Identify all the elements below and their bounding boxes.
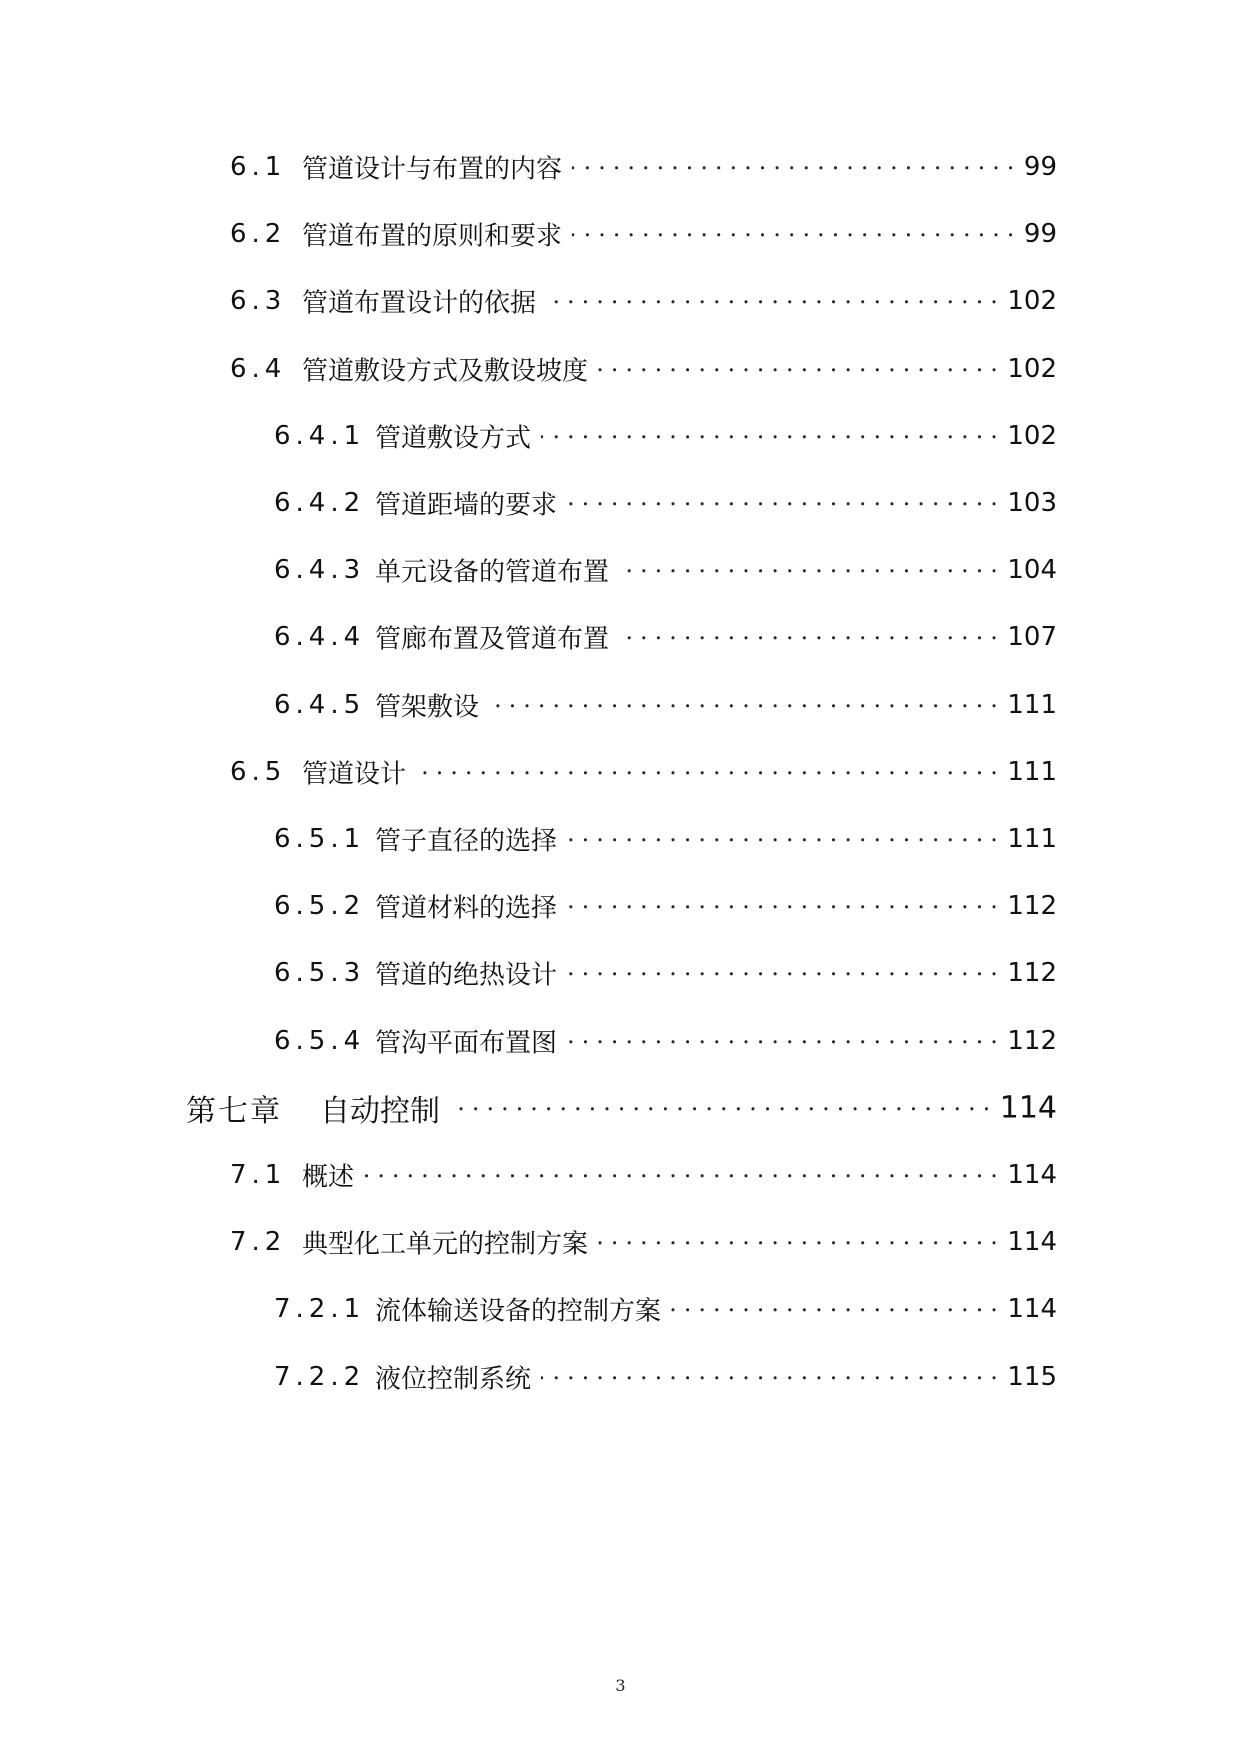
toc-entry[interactable] — [0, 548, 1241, 592]
toc-entry-title: 自动控制 — [320, 1086, 444, 1130]
toc-entry[interactable] — [0, 817, 1241, 861]
toc-entry-page: 102 — [1007, 353, 1057, 384]
toc-entry-page: 114 — [1007, 1160, 1057, 1190]
dot-leader — [567, 905, 1001, 909]
toc-entry-page: 99 — [1023, 219, 1057, 250]
toc-entry-page: 114 — [1007, 1294, 1057, 1325]
toc-entry-page: 102 — [1007, 286, 1057, 317]
toc-entry-title: 单元设备的管道布置 — [375, 552, 613, 589]
toc-entry-page: 99 — [1023, 152, 1057, 182]
toc-entry-title: 管道布置的原则和要求 — [302, 216, 566, 253]
toc-entry-title: 管道敷设方式及敷设坡度 — [302, 350, 592, 387]
toc-entry-number: 6.4.3 — [274, 555, 366, 586]
dot-leader — [572, 233, 1018, 237]
dot-leader — [567, 972, 1001, 976]
toc-entry[interactable] — [0, 1153, 1241, 1197]
toc-entry-title: 典型化工单元的控制方案 — [302, 1224, 592, 1261]
toc-entry-title: 管道布置设计的依据 — [302, 283, 540, 320]
toc-entry-number: 6.2 — [230, 219, 287, 250]
dot-leader — [567, 1039, 1001, 1043]
toc-entry[interactable] — [0, 951, 1241, 995]
toc-entry-number: 6.5.4 — [274, 1025, 366, 1056]
toc-entry-page: 112 — [1007, 891, 1057, 922]
dot-leader — [541, 435, 1001, 439]
toc-entry-title: 概述 — [302, 1157, 358, 1194]
dot-leader — [364, 1174, 1001, 1178]
toc-entry[interactable] — [0, 1019, 1241, 1063]
toc-entry-page: 114 — [1007, 1227, 1057, 1258]
toc-entry[interactable] — [0, 884, 1241, 928]
toc-entry-number: 7.2.2 — [274, 1361, 366, 1392]
toc-entry-page: 114 — [999, 1090, 1057, 1126]
toc-entry[interactable] — [0, 414, 1241, 458]
toc-entry-page: 115 — [1007, 1361, 1057, 1392]
toc-entry-page: 111 — [1007, 756, 1057, 787]
toc-entry-number: 6.5.3 — [274, 958, 366, 989]
toc-entry-number: 第七章 — [186, 1093, 282, 1129]
toc-entry-number: 6.4 — [230, 353, 287, 384]
toc-entry-number: 6.5 — [230, 756, 287, 787]
toc-entry-number: 6.4.2 — [274, 488, 366, 518]
toc-entry-page: 112 — [1007, 958, 1057, 989]
dot-leader — [619, 636, 1001, 640]
toc-entry-number: 6.5.1 — [274, 824, 366, 854]
dot-leader — [416, 771, 1001, 775]
toc-entry-number: 6.5.2 — [274, 891, 366, 922]
toc-entry-title: 管沟平面布置图 — [375, 1022, 561, 1059]
dot-leader — [567, 502, 1001, 506]
toc-entry[interactable] — [0, 1220, 1241, 1264]
toc-entry[interactable] — [0, 1355, 1241, 1399]
dot-leader — [450, 1107, 994, 1111]
toc-entry-page: 102 — [1007, 420, 1057, 451]
toc-entry-page: 104 — [1007, 555, 1057, 586]
toc-entry-number: 6.3 — [230, 286, 287, 317]
toc-entry-number: 7.2 — [230, 1227, 287, 1258]
toc-entry-title: 管道设计 — [302, 753, 410, 790]
dot-leader — [546, 300, 1001, 304]
toc-entry-title: 管子直径的选择 — [375, 821, 561, 858]
toc-entry-title: 管架敷设 — [375, 686, 483, 723]
toc-chapter-entry[interactable] — [0, 1086, 1241, 1130]
dot-leader — [619, 569, 1001, 573]
toc-entry[interactable] — [0, 750, 1241, 794]
toc-entry-title: 管道的绝热设计 — [375, 955, 561, 992]
toc-entry-title: 流体输送设备的控制方案 — [375, 1291, 665, 1328]
dot-leader — [541, 1375, 1001, 1379]
toc-entry-number: 7.1 — [230, 1160, 287, 1190]
toc-entry[interactable] — [0, 212, 1241, 256]
toc-entry-title: 管廊布置及管道布置 — [375, 619, 613, 656]
dot-leader — [598, 1241, 1001, 1245]
dot-leader — [572, 166, 1018, 170]
dot-leader — [489, 703, 1001, 707]
toc-entry-number: 7.2.1 — [274, 1294, 366, 1325]
toc-entry[interactable] — [0, 683, 1241, 727]
toc-entry-title: 管道设计与布置的内容 — [302, 149, 566, 186]
dot-leader — [598, 367, 1001, 371]
toc-entry[interactable] — [0, 145, 1241, 189]
toc-entry-number: 6.1 — [230, 152, 287, 182]
toc-entry-page: 103 — [1007, 488, 1057, 518]
toc-entry[interactable] — [0, 481, 1241, 525]
toc-entry[interactable] — [0, 1287, 1241, 1331]
toc-entry-number: 6.4.1 — [274, 420, 366, 451]
toc-entry[interactable] — [0, 347, 1241, 391]
toc-entry-title: 管道敷设方式 — [375, 417, 535, 454]
page-number: 3 — [615, 1676, 626, 1695]
toc-entry[interactable] — [0, 279, 1241, 323]
toc-entry-page: 112 — [1007, 1025, 1057, 1056]
toc-entry[interactable] — [0, 615, 1241, 659]
toc-entry-page: 111 — [1007, 824, 1057, 854]
toc-entry-title: 液位控制系统 — [375, 1358, 535, 1395]
toc-entry-number: 6.4.4 — [274, 622, 366, 653]
toc-entry-title: 管道材料的选择 — [375, 888, 561, 925]
dot-leader — [671, 1308, 1001, 1312]
toc-entry-page: 111 — [1007, 689, 1057, 720]
dot-leader — [567, 838, 1001, 842]
toc-entry-number: 6.4.5 — [274, 689, 366, 720]
toc-entry-title: 管道距墙的要求 — [375, 485, 561, 522]
toc-entry-page: 107 — [1007, 622, 1057, 653]
